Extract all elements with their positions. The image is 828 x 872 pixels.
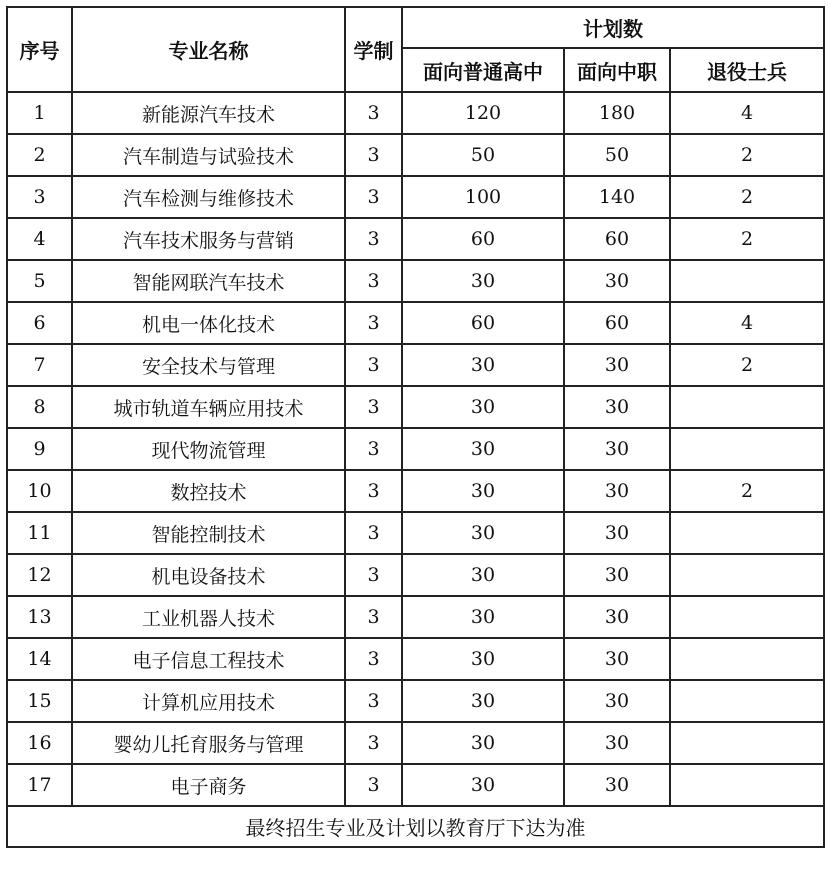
cell-veterans: 2	[670, 470, 824, 512]
cell-major: 汽车技术服务与营销	[72, 218, 345, 260]
cell-veterans	[670, 260, 824, 302]
header-high-school: 面向普通高中	[402, 48, 564, 92]
cell-veterans	[670, 512, 824, 554]
cell-seq: 1	[7, 92, 72, 134]
cell-years: 3	[345, 302, 402, 344]
table-row	[7, 680, 824, 722]
cell-vocational: 30	[564, 470, 670, 512]
table-row	[7, 218, 824, 260]
cell-high-school: 30	[402, 680, 564, 722]
table-row	[7, 176, 824, 218]
cell-years: 3	[345, 92, 402, 134]
cell-high-school: 30	[402, 260, 564, 302]
cell-major: 机电一体化技术	[72, 302, 345, 344]
cell-years: 3	[345, 554, 402, 596]
table-row	[7, 428, 824, 470]
cell-years: 3	[345, 596, 402, 638]
footnote-row	[7, 806, 824, 847]
cell-vocational: 30	[564, 428, 670, 470]
cell-seq: 9	[7, 428, 72, 470]
cell-veterans	[670, 554, 824, 596]
cell-seq: 16	[7, 722, 72, 764]
cell-vocational: 30	[564, 344, 670, 386]
cell-high-school: 30	[402, 470, 564, 512]
cell-seq: 14	[7, 638, 72, 680]
cell-high-school: 60	[402, 218, 564, 260]
cell-seq: 7	[7, 344, 72, 386]
footnote: 最终招生专业及计划以教育厅下达为准	[7, 806, 824, 847]
cell-years: 3	[345, 470, 402, 512]
cell-seq: 12	[7, 554, 72, 596]
cell-major: 智能控制技术	[72, 512, 345, 554]
cell-vocational: 60	[564, 302, 670, 344]
cell-veterans	[670, 428, 824, 470]
cell-major: 机电设备技术	[72, 554, 345, 596]
cell-high-school: 60	[402, 302, 564, 344]
cell-high-school: 30	[402, 764, 564, 806]
table-row	[7, 722, 824, 764]
header-seq: 序号	[7, 7, 72, 92]
table-row	[7, 344, 824, 386]
header-years: 学制	[345, 7, 402, 92]
cell-veterans	[670, 680, 824, 722]
cell-years: 3	[345, 134, 402, 176]
cell-seq: 17	[7, 764, 72, 806]
cell-veterans	[670, 638, 824, 680]
header-vocational: 面向中职	[564, 48, 670, 92]
cell-years: 3	[345, 260, 402, 302]
table-row	[7, 92, 824, 134]
table-row	[7, 386, 824, 428]
table-row	[7, 134, 824, 176]
cell-years: 3	[345, 218, 402, 260]
cell-major: 城市轨道车辆应用技术	[72, 386, 345, 428]
cell-years: 3	[345, 722, 402, 764]
cell-veterans: 4	[670, 302, 824, 344]
cell-years: 3	[345, 176, 402, 218]
cell-major: 婴幼儿托育服务与管理	[72, 722, 345, 764]
cell-veterans: 2	[670, 218, 824, 260]
cell-years: 3	[345, 344, 402, 386]
cell-high-school: 120	[402, 92, 564, 134]
cell-veterans	[670, 596, 824, 638]
cell-seq: 6	[7, 302, 72, 344]
enrollment-plan-table	[6, 6, 825, 848]
table-row	[7, 512, 824, 554]
cell-vocational: 30	[564, 638, 670, 680]
cell-high-school: 30	[402, 638, 564, 680]
cell-high-school: 30	[402, 344, 564, 386]
cell-years: 3	[345, 764, 402, 806]
cell-vocational: 30	[564, 680, 670, 722]
cell-seq: 5	[7, 260, 72, 302]
table-body	[7, 92, 824, 847]
cell-major: 电子商务	[72, 764, 345, 806]
cell-major: 工业机器人技术	[72, 596, 345, 638]
cell-seq: 13	[7, 596, 72, 638]
cell-veterans: 2	[670, 134, 824, 176]
cell-vocational: 140	[564, 176, 670, 218]
cell-years: 3	[345, 428, 402, 470]
cell-major: 汽车检测与维修技术	[72, 176, 345, 218]
cell-major: 安全技术与管理	[72, 344, 345, 386]
cell-years: 3	[345, 512, 402, 554]
cell-veterans	[670, 764, 824, 806]
cell-years: 3	[345, 638, 402, 680]
cell-high-school: 100	[402, 176, 564, 218]
cell-seq: 8	[7, 386, 72, 428]
cell-high-school: 30	[402, 386, 564, 428]
header-veterans: 退役士兵	[670, 48, 824, 92]
cell-high-school: 30	[402, 596, 564, 638]
cell-vocational: 30	[564, 386, 670, 428]
cell-veterans: 2	[670, 176, 824, 218]
cell-years: 3	[345, 680, 402, 722]
cell-major: 计算机应用技术	[72, 680, 345, 722]
cell-seq: 15	[7, 680, 72, 722]
table-row	[7, 596, 824, 638]
table-row	[7, 638, 824, 680]
cell-years: 3	[345, 386, 402, 428]
cell-vocational: 60	[564, 218, 670, 260]
cell-major: 数控技术	[72, 470, 345, 512]
cell-veterans: 4	[670, 92, 824, 134]
cell-high-school: 50	[402, 134, 564, 176]
cell-veterans	[670, 722, 824, 764]
cell-veterans: 2	[670, 344, 824, 386]
cell-major: 电子信息工程技术	[72, 638, 345, 680]
cell-high-school: 30	[402, 428, 564, 470]
cell-high-school: 30	[402, 722, 564, 764]
cell-high-school: 30	[402, 512, 564, 554]
cell-vocational: 30	[564, 596, 670, 638]
cell-vocational: 30	[564, 764, 670, 806]
cell-vocational: 30	[564, 554, 670, 596]
cell-vocational: 30	[564, 722, 670, 764]
cell-vocational: 30	[564, 260, 670, 302]
header-row-top	[7, 7, 824, 48]
table-row	[7, 764, 824, 806]
cell-vocational: 30	[564, 512, 670, 554]
table-row	[7, 260, 824, 302]
cell-high-school: 30	[402, 554, 564, 596]
table-row	[7, 554, 824, 596]
cell-major: 新能源汽车技术	[72, 92, 345, 134]
cell-seq: 3	[7, 176, 72, 218]
header-plan: 计划数	[402, 7, 824, 48]
table-row	[7, 302, 824, 344]
cell-major: 汽车制造与试验技术	[72, 134, 345, 176]
cell-veterans	[670, 386, 824, 428]
cell-vocational: 50	[564, 134, 670, 176]
table-row	[7, 470, 824, 512]
header-major: 专业名称	[72, 7, 345, 92]
cell-seq: 10	[7, 470, 72, 512]
cell-seq: 2	[7, 134, 72, 176]
cell-seq: 4	[7, 218, 72, 260]
cell-major: 智能网联汽车技术	[72, 260, 345, 302]
cell-major: 现代物流管理	[72, 428, 345, 470]
cell-vocational: 180	[564, 92, 670, 134]
cell-seq: 11	[7, 512, 72, 554]
